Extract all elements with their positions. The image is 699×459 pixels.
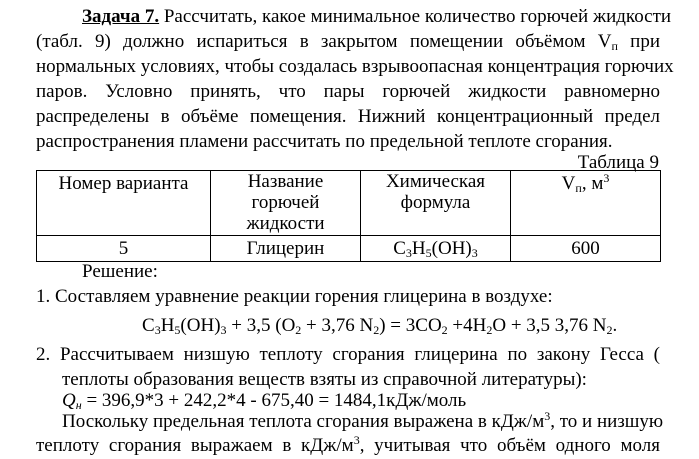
- header-variant: Номер варианта: [37, 171, 211, 236]
- task-line-2: (табл. 9) должно испариться в закрытом помещении объёмом $V_п$ при: [36, 31, 660, 53]
- task-line-3: нормальных условиях, чтобы создалась взрывоопасная концентрация горючих: [36, 56, 674, 77]
- task-line-6: распространения пламени рассчитать по предельной теплоте сгорания.: [36, 131, 613, 152]
- task-title: Задача 7.: [82, 6, 160, 27]
- cell-name: Глицерин: [211, 236, 361, 262]
- table-header-row: [37, 171, 661, 236]
- cell-variant: 5: [37, 236, 211, 262]
- solution-step-2-line-1: 2. Рассчитываем низшую теплоту сгорания глицерина по закону Гесса (: [36, 344, 660, 365]
- header-volume: $V_п$, $м^3$: [511, 171, 661, 236]
- reaction-equation: $C_3H_5(OH)_3 + 3,5$ ($O_2 + 3,76$ $N_2) = 3CO_2 +4H_2O + 3,5$ 3,76 $N_2$.: [142, 315, 618, 337]
- solution-step-2-line-2: теплоты образования веществ взяты из справочной литературы):: [62, 369, 587, 390]
- paragraph-line-2: теплоту сгорания выражаем в кДж/$м^3$, учитывая что объём одного моля: [36, 433, 660, 456]
- header-formula: Химическая формула: [361, 171, 511, 236]
- task-line-1: Задача 7. Рассчитать, какое минимальное количество горючей жидкости: [82, 6, 672, 27]
- solution-label: Решение:: [82, 261, 158, 282]
- heat-formula: $Q_н = 396,9*3 + 242,2*4 - 675,40$ = 1484,1кДж/моль: [62, 390, 467, 412]
- variant-table: [36, 170, 661, 262]
- paragraph-line-1: Поскольку предельная теплота сгорания выражена в кДж/$м^3$, то и низшую: [62, 409, 664, 432]
- table-row: [37, 236, 661, 262]
- header-name: Название горючей жидкости: [211, 171, 361, 236]
- task-line-4: паров. Условно принять, что пары горючей жидкости равномерно: [36, 81, 660, 102]
- cell-formula: $C_3H_5(OH)_3$: [361, 236, 511, 262]
- cell-volume: 600: [511, 236, 661, 262]
- table-caption: Таблица 9: [577, 152, 659, 173]
- solution-step-1: 1. Составляем уравнение реакции горения глицерина в воздухе:: [36, 286, 553, 307]
- task-line-5: распределены в объёме помещения. Нижний концентрационный предел: [36, 106, 660, 127]
